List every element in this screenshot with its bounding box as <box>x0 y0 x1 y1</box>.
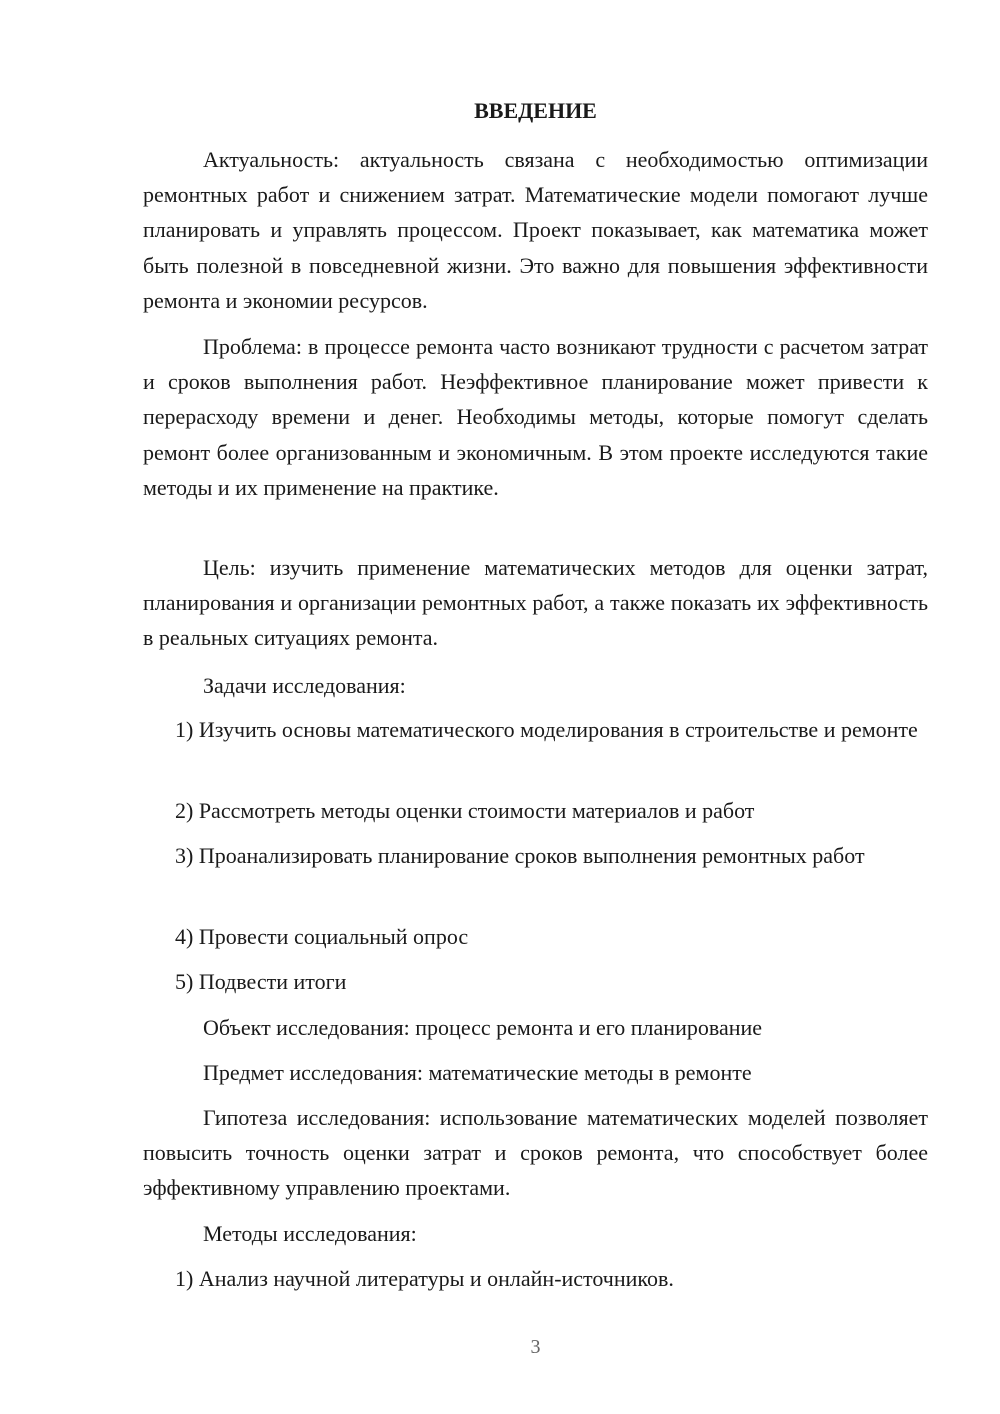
page-number: 3 <box>530 1336 541 1358</box>
paragraph-goal: Цель: изучить применение математических методов для оценки затрат, планирования и организации ремонтных работ, а также показать их эффективность в реальных ситуациях ремонта. <box>143 555 928 651</box>
method-item-1: 1) Анализ научной литературы и онлайн-источников. <box>175 1266 674 1291</box>
paragraph-hypothesis: Гипотеза исследования: использование математических моделей позволяет повысить точность оценки затрат и сроков ремонта, что способствует более эффективному управлению проектами. <box>143 1105 928 1201</box>
paragraph-problem: Проблема: в процессе ремонта часто возникают трудности с расчетом затрат и сроков выполнения работ. Неэффективное планирование может привести к перерасходу времени и денег. Необходимы методы, которые помогут сделать ремонт более организованным и экономичным. В этом проекте исследуются такие методы и их применение на практике. <box>143 334 928 500</box>
paragraph-object: Объект исследования: процесс ремонта и его планирование <box>203 1015 763 1040</box>
paragraph-subject: Предмет исследования: математические методы в ремонте <box>203 1060 752 1085</box>
task-item-1: 1) Изучить основы математического моделирования в строительстве и ремонте <box>175 717 918 742</box>
document-page <box>143 0 928 1414</box>
task-item-2: 2) Рассмотреть методы оценки стоимости материалов и работ <box>175 798 755 823</box>
task-item-5: 5) Подвести итоги <box>175 969 347 994</box>
paragraph-relevance: Актуальность: актуальность связана с необходимостью оптимизации ремонтных работ и снижением затрат. Математические модели помогают лучше планировать и управлять процессом. Проект показывает, как математика может быть полезной в повседневной жизни. Это важно для повышения эффективности ремонта и экономии ресурсов. <box>143 147 928 313</box>
methods-title: Методы исследования: <box>203 1221 417 1246</box>
tasks-title: Задачи исследования: <box>203 673 406 698</box>
task-item-4: 4) Провести социальный опрос <box>175 924 469 949</box>
page-title: ВВЕДЕНИЕ <box>474 98 597 123</box>
task-item-3: 3) Проанализировать планирование сроков выполнения ремонтных работ <box>175 843 865 868</box>
